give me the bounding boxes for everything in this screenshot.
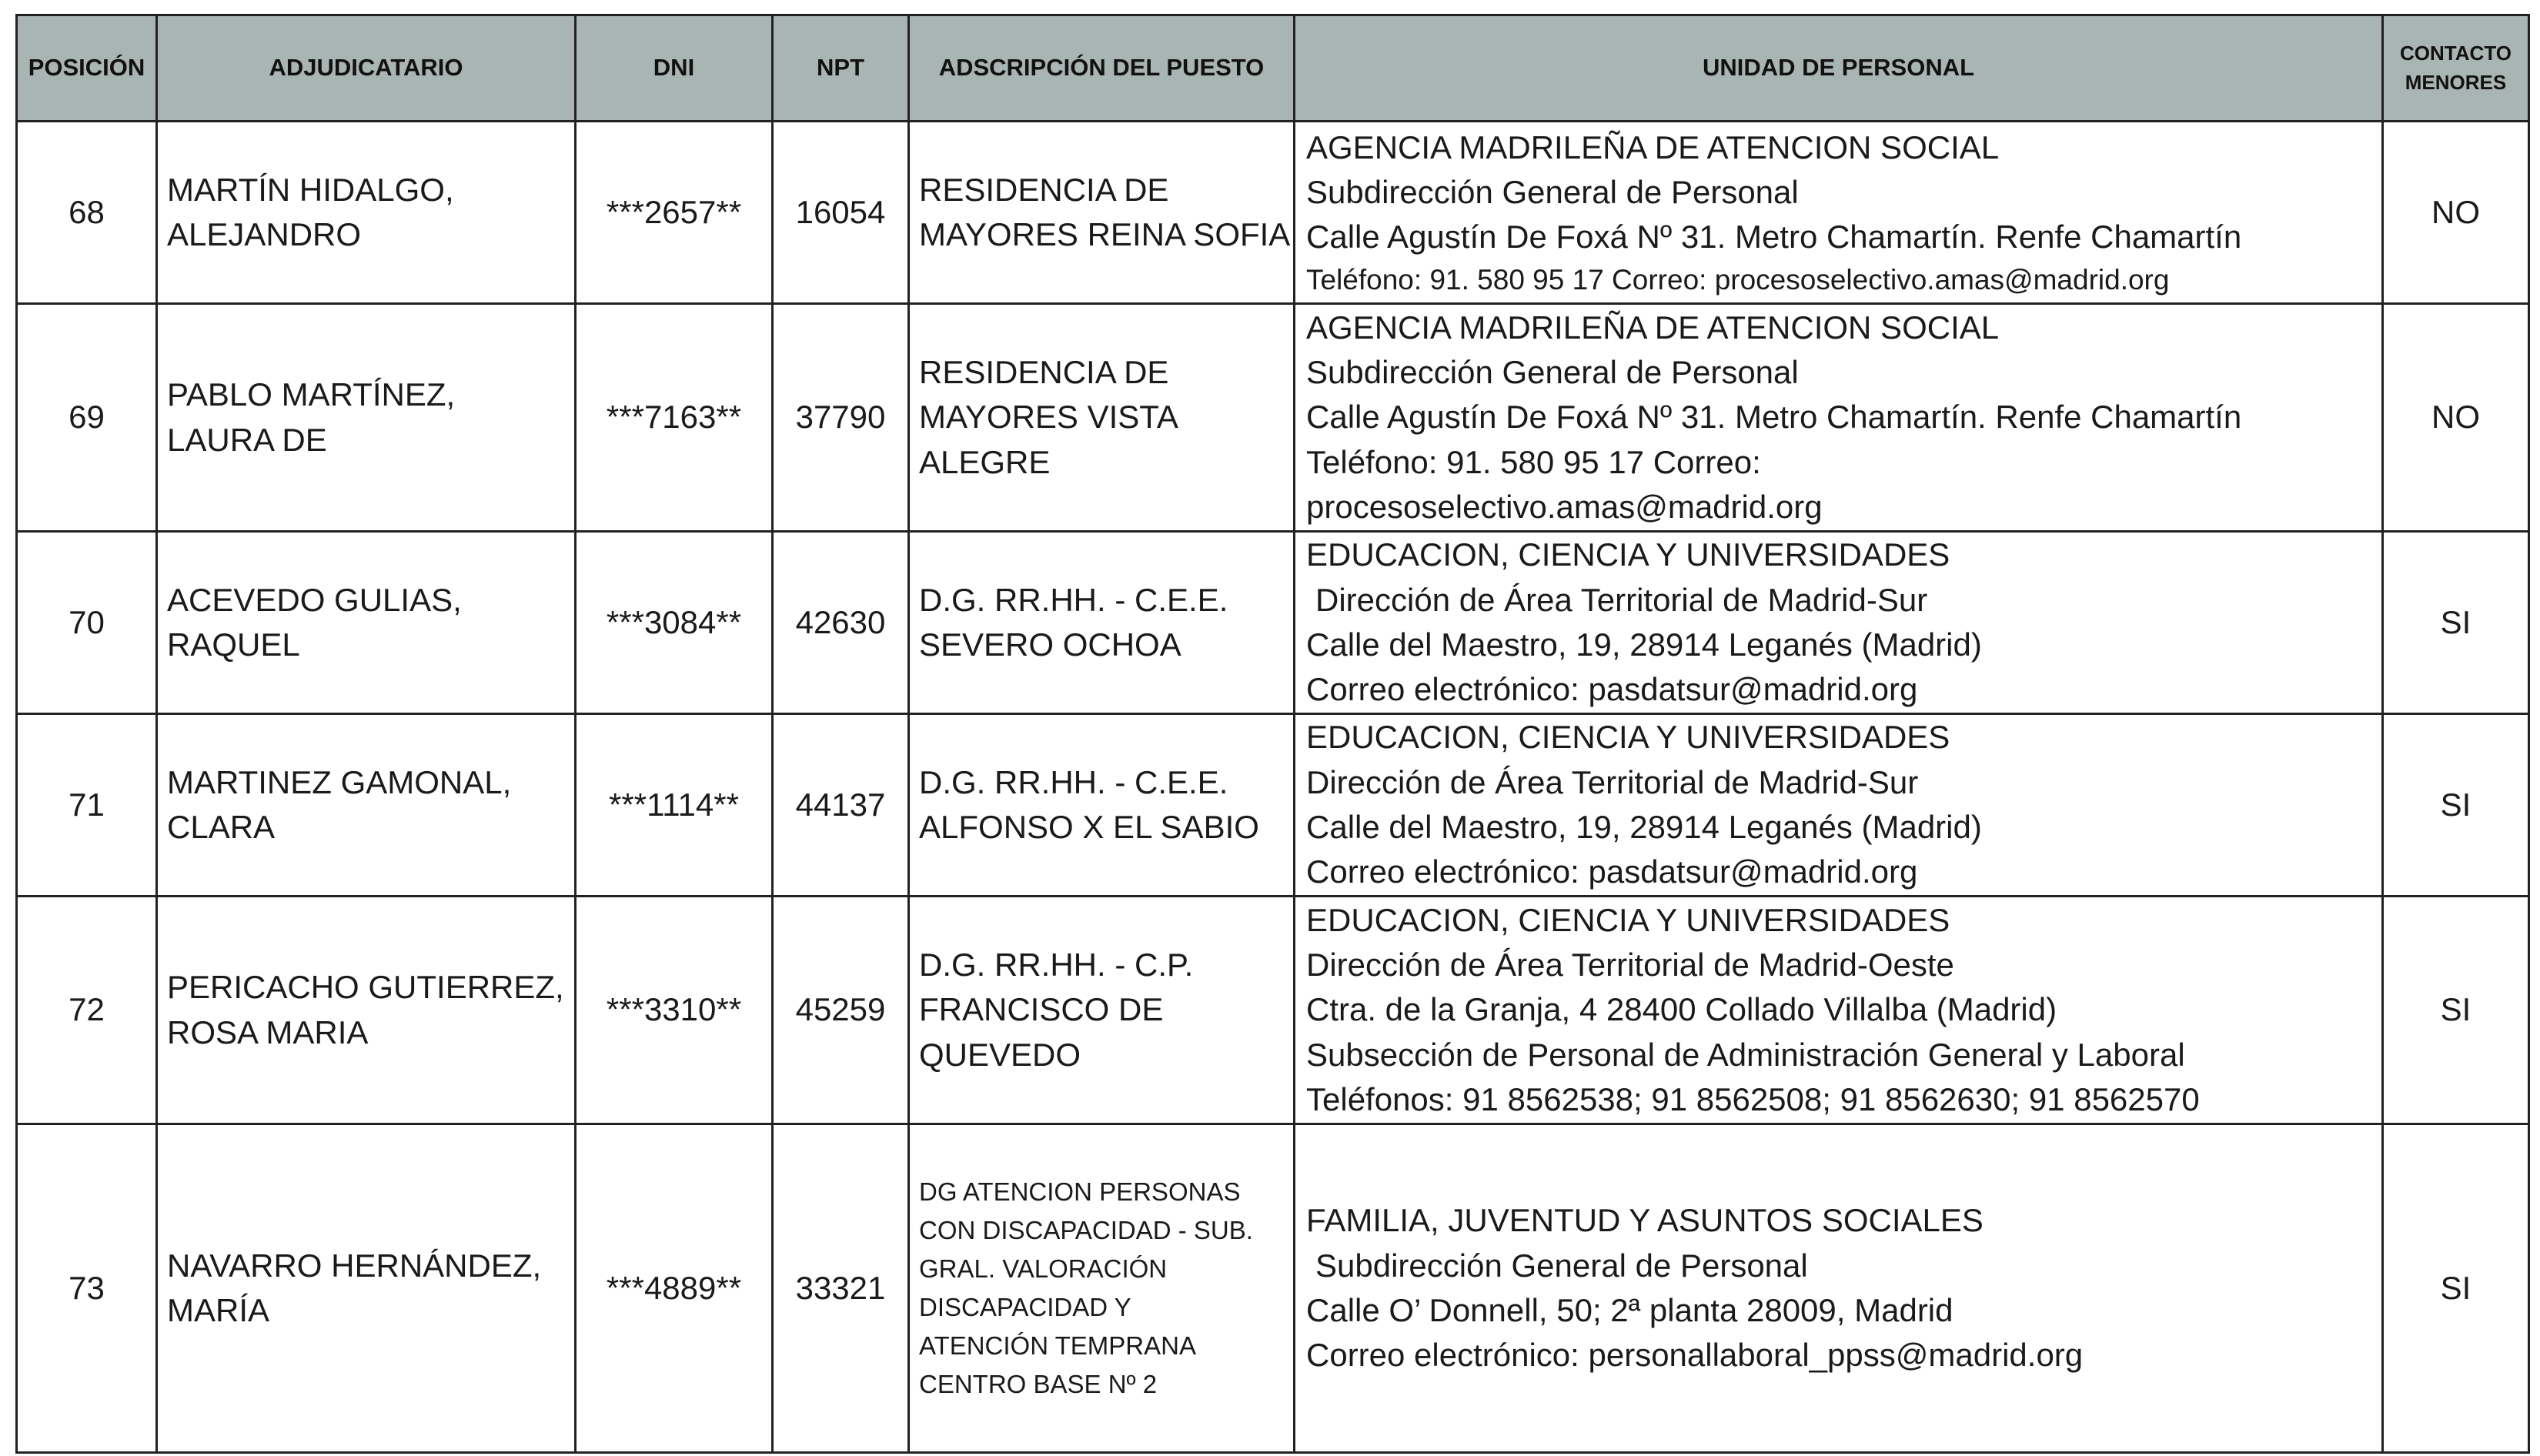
unidad-line: Dirección de Área Territorial de Madrid-Sur: [1315, 581, 1928, 618]
adscripcion-line: RESIDENCIA DE: [919, 353, 1169, 390]
unidad-line: Teléfono: 91. 580 95 17 Correo: procesoselectivo.amas@madrid.org: [1306, 263, 2170, 296]
table-row: [17, 122, 2529, 304]
adscripcion-line: D.G. RR.HH. - C.E.E.: [919, 581, 1228, 618]
cell-contacto-menores: NO: [2383, 122, 2529, 304]
cell-adscripcion: [909, 532, 1295, 714]
cell-dni: ***1114**: [576, 714, 773, 897]
adscripcion-line: RESIDENCIA DE: [919, 171, 1169, 208]
cell-npt: 44137: [773, 714, 909, 897]
cell-contacto-menores: SI: [2383, 897, 2529, 1124]
adjudicatario-line: NAVARRO HERNÁNDEZ,: [167, 1247, 542, 1284]
header-dni: DNI: [576, 15, 773, 122]
cell-unidad-personal: [1295, 714, 2383, 897]
adscripcion-line: SEVERO OCHOA: [919, 626, 1181, 663]
unidad-line: Correo electrónico: personallaboral_ppss@madrid.org: [1306, 1337, 2084, 1374]
header-adscripcion: ADSCRIPCIÓN DEL PUESTO: [909, 15, 1295, 122]
cell-contacto-menores: SI: [2383, 714, 2529, 897]
cell-contacto-menores: SI: [2383, 532, 2529, 714]
unidad-line: Calle Agustín De Foxá Nº 31. Metro Chamartín. Renfe Chamartín: [1306, 219, 2242, 255]
adjudication-table-container: [15, 14, 2528, 1454]
cell-adscripcion: [909, 304, 1295, 532]
adjudicatario-line: PERICACHO GUTIERREZ,: [167, 969, 564, 1006]
cell-dni: ***3310**: [576, 897, 773, 1124]
unidad-line: EDUCACION, CIENCIA Y UNIVERSIDADES: [1306, 901, 1950, 938]
cell-adscripcion: [909, 714, 1295, 897]
adjudicatario-line: MARTÍN HIDALGO,: [167, 171, 454, 208]
table-row: [17, 897, 2529, 1124]
adjudicatario-line: MARTINEZ GAMONAL,: [167, 763, 512, 800]
adscripcion-line: FRANCISCO DE: [919, 991, 1164, 1028]
unidad-line: Correo electrónico: pasdatsur@madrid.org: [1306, 671, 1918, 708]
unidad-line: Teléfonos: 91 8562538; 91 8562508; 91 8562630; 91 8562570: [1306, 1081, 2200, 1118]
cell-npt: 45259: [773, 897, 909, 1124]
header-unidad-personal: UNIDAD DE PERSONAL: [1295, 15, 2383, 122]
unidad-line: procesoselectivo.amas@madrid.org: [1306, 489, 1823, 526]
cell-dni: ***3084**: [576, 532, 773, 714]
unidad-line: EDUCACION, CIENCIA Y UNIVERSIDADES: [1306, 719, 1950, 756]
adjudicatario-line: ACEVEDO GULIAS,: [167, 581, 462, 618]
adjudicatario-line: RAQUEL: [167, 626, 300, 663]
cell-unidad-personal: [1295, 1124, 2383, 1453]
unidad-line: EDUCACION, CIENCIA Y UNIVERSIDADES: [1306, 536, 1950, 573]
cell-adjudicatario: [157, 714, 576, 897]
adscripcion-line: GRAL. VALORACIÓN: [919, 1254, 1168, 1283]
adjudicatario-line: CLARA: [167, 809, 276, 845]
table-row: [17, 714, 2529, 897]
unidad-line: Calle Agustín De Foxá Nº 31. Metro Chamartín. Renfe Chamartín: [1306, 399, 2242, 436]
unidad-line: Dirección de Área Territorial de Madrid-Sur: [1306, 763, 1919, 800]
cell-dni: ***7163**: [576, 304, 773, 532]
cell-adscripcion: [909, 1124, 1295, 1453]
table-row: [17, 532, 2529, 714]
cell-posicion: 70: [17, 532, 157, 714]
cell-unidad-personal: [1295, 122, 2383, 304]
adjudication-table: [15, 14, 2530, 1454]
cell-posicion: 68: [17, 122, 157, 304]
unidad-line: Subsección de Personal de Administración General y Laboral: [1306, 1036, 2185, 1073]
adjudicatario-line: LAURA DE: [167, 421, 327, 458]
cell-adjudicatario: [157, 897, 576, 1124]
adjudicatario-line: ROSA MARIA: [167, 1014, 369, 1050]
adscripcion-line: ATENCIÓN TEMPRANA: [919, 1331, 1196, 1361]
header-contacto-line1: CONTACTO: [2400, 41, 2512, 65]
unidad-line: AGENCIA MADRILEÑA DE ATENCION SOCIAL: [1306, 129, 2000, 165]
adjudicatario-line: PABLO MARTÍNEZ,: [167, 376, 456, 413]
cell-unidad-personal: [1295, 532, 2383, 714]
header-contacto-line2: MENORES: [2405, 70, 2507, 94]
cell-npt: 37790: [773, 304, 909, 532]
header-npt: NPT: [773, 15, 909, 122]
table-header: [17, 15, 2529, 122]
cell-adjudicatario: [157, 1124, 576, 1453]
cell-adjudicatario: [157, 304, 576, 532]
cell-npt: 33321: [773, 1124, 909, 1453]
table-row: [17, 1124, 2529, 1453]
unidad-line: Ctra. de la Granja, 4 28400 Collado Villalba (Madrid): [1306, 991, 2057, 1028]
unidad-line: Calle del Maestro, 19, 28914 Leganés (Madrid): [1306, 809, 1982, 845]
unidad-line: Subdirección General de Personal: [1306, 174, 1799, 211]
adjudicatario-line: MARÍA: [167, 1292, 270, 1328]
header-adjudicatario: ADJUDICATARIO: [157, 15, 576, 122]
unidad-line: Calle del Maestro, 19, 28914 Leganés (Madrid): [1306, 626, 1982, 663]
adscripcion-line: ALFONSO X EL SABIO: [919, 809, 1259, 845]
cell-dni: ***2657**: [576, 122, 773, 304]
cell-npt: 16054: [773, 122, 909, 304]
cell-adscripcion: [909, 897, 1295, 1124]
cell-npt: 42630: [773, 532, 909, 714]
unidad-line: Calle O’ Donnell, 50; 2ª planta 28009, Madrid: [1306, 1292, 1953, 1328]
unidad-line: Subdirección General de Personal: [1306, 353, 1799, 390]
unidad-line: AGENCIA MADRILEÑA DE ATENCION SOCIAL: [1306, 309, 2000, 346]
adscripcion-line: DISCAPACIDAD Y: [919, 1293, 1131, 1321]
cell-posicion: 71: [17, 714, 157, 897]
adscripcion-line: DG ATENCION PERSONAS: [919, 1177, 1241, 1206]
unidad-line: Dirección de Área Territorial de Madrid-Oeste: [1306, 946, 1954, 983]
cell-unidad-personal: [1295, 897, 2383, 1124]
adjudicatario-line: ALEJANDRO: [167, 216, 362, 252]
adscripcion-line: D.G. RR.HH. - C.P.: [919, 946, 1194, 983]
cell-contacto-menores: NO: [2383, 304, 2529, 532]
adscripcion-line: ALEGRE: [919, 443, 1051, 480]
adscripcion-line: MAYORES VISTA: [919, 399, 1178, 436]
cell-unidad-personal: [1295, 304, 2383, 532]
adscripcion-line: MAYORES REINA SOFIA: [919, 216, 1291, 252]
adscripcion-line: D.G. RR.HH. - C.E.E.: [919, 763, 1228, 800]
cell-adscripcion: [909, 122, 1295, 304]
adscripcion-line: CENTRO BASE Nº 2: [919, 1370, 1158, 1399]
unidad-line: Correo electrónico: pasdatsur@madrid.org: [1306, 853, 1918, 890]
header-row: [17, 15, 2529, 122]
table-row: [17, 304, 2529, 532]
adscripcion-line: CON DISCAPACIDAD - SUB.: [919, 1215, 1253, 1244]
header-posicion: POSICIÓN: [17, 15, 157, 122]
cell-posicion: 69: [17, 304, 157, 532]
cell-adjudicatario: [157, 122, 576, 304]
cell-adjudicatario: [157, 532, 576, 714]
header-contacto-menores: [2383, 15, 2529, 122]
unidad-line: FAMILIA, JUVENTUD Y ASUNTOS SOCIALES: [1306, 1202, 1984, 1239]
cell-contacto-menores: SI: [2383, 1124, 2529, 1453]
unidad-line: Teléfono: 91. 580 95 17 Correo:: [1306, 443, 1761, 480]
unidad-line: Subdirección General de Personal: [1315, 1247, 1808, 1284]
adscripcion-line: QUEVEDO: [919, 1036, 1081, 1073]
cell-dni: ***4889**: [576, 1124, 773, 1453]
cell-posicion: 72: [17, 897, 157, 1124]
cell-posicion: 73: [17, 1124, 157, 1453]
